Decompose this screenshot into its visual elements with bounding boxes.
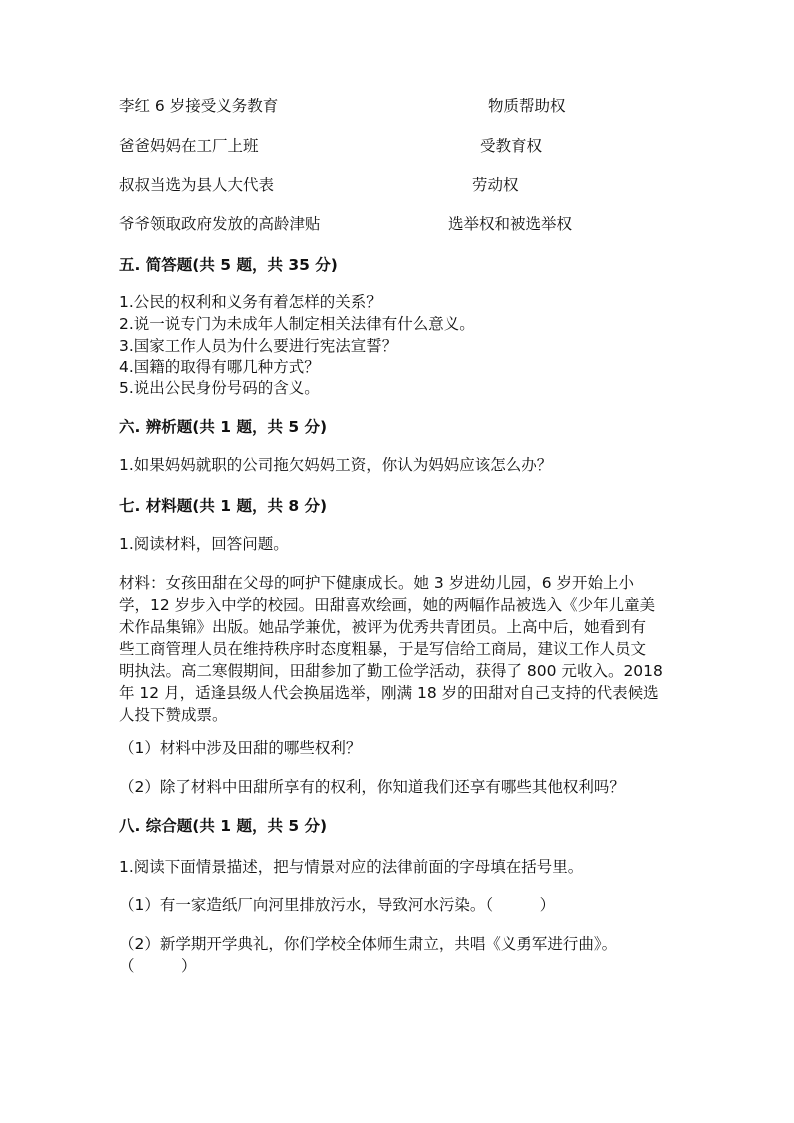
short-question-4: 4.国籍的取得有哪几种方式？ xyxy=(119,358,320,376)
material-sub-question-1: （1）材料中涉及田甜的哪些权利？ xyxy=(119,739,362,757)
section-5-title: 五. 简答题(共 5 题，共 35 分) xyxy=(119,256,338,274)
material-line-7: 人投下赞成票。 xyxy=(119,706,228,724)
comprehensive-sub-question-2: （2）新学期开学典礼，你们学校全体师生肃立，共唱《义勇军进行曲》。 xyxy=(119,935,618,953)
section-7-title: 七. 材料题(共 1 题，共 8 分) xyxy=(119,497,328,515)
short-question-5: 5.说出公民身份号码的含义。 xyxy=(119,379,320,397)
material-line-5: 明执法。高二寒假期间，田甜参加了勤工俭学活动，获得了 800 元收入。2018 xyxy=(119,662,663,680)
match-left-3: 叔叔当选为县人大代表 xyxy=(119,176,275,194)
match-left-4: 爷爷领取政府发放的高龄津贴 xyxy=(119,215,321,233)
section-6-title: 六. 辨析题(共 1 题，共 5 分) xyxy=(119,418,328,436)
section-8-title: 八. 综合题(共 1 题，共 5 分) xyxy=(119,817,328,835)
match-right-4: 选举权和被选举权 xyxy=(448,215,573,233)
material-line-2: 学，12 岁步入中学的校园。田甜喜欢绘画，她的两幅作品被选入《少年儿童美 xyxy=(119,596,656,614)
match-left-1: 李红 6 岁接受义务教育 xyxy=(119,97,279,115)
material-sub-question-2: （2）除了材料中田甜所享有的权利，你知道我们还享有哪些其他权利吗？ xyxy=(119,778,625,796)
analysis-question-1: 1.如果妈妈就职的公司拖欠妈妈工资，你认为妈妈应该怎么办？ xyxy=(119,456,553,474)
material-line-3: 术作品集锦》出版。她品学兼优，被评为优秀共青团员。上高中后，她看到有 xyxy=(119,618,647,636)
match-right-2: 受教育权 xyxy=(480,137,543,155)
material-line-1: 材料：女孩田甜在父母的呵护下健康成长。她 3 岁进幼儿园，6 岁开始上小 xyxy=(119,574,635,592)
comprehensive-intro: 1.阅读下面情景描述，把与情景对应的法律前面的字母填在括号里。 xyxy=(119,858,584,876)
short-question-3: 3.国家工作人员为什么要进行宪法宣誓？ xyxy=(119,337,398,355)
match-right-1: 物质帮助权 xyxy=(488,97,566,115)
material-intro: 1.阅读材料，回答问题。 xyxy=(119,535,289,553)
match-right-3: 劳动权 xyxy=(472,176,519,194)
material-line-4: 些工商管理人员在维持秩序时态度粗暴，于是写信给工商局，建议工作人员文 xyxy=(119,640,647,658)
short-question-1: 1.公民的权利和义务有着怎样的关系？ xyxy=(119,293,382,311)
short-question-2: 2.说一说专门为未成年人制定相关法律有什么意义。 xyxy=(119,315,475,333)
comprehensive-sub-question-1: （1）有一家造纸厂向河里排放污水，导致河水污染。（ ） xyxy=(119,896,556,914)
answer-blank-parentheses: （ ） xyxy=(119,957,197,975)
match-left-2: 爸爸妈妈在工厂上班 xyxy=(119,137,259,155)
material-line-6: 年 12 月，适逢县级人代会换届选举，刚满 18 岁的田甜对自己支持的代表候选 xyxy=(119,684,659,702)
